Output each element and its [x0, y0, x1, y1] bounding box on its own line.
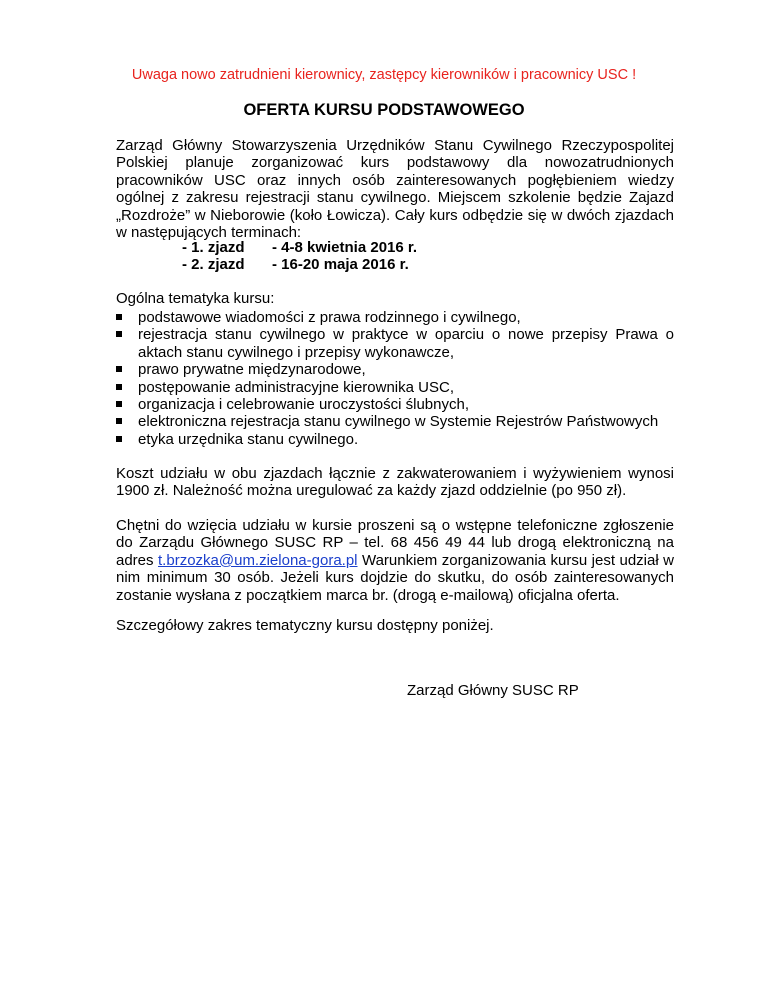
topics-list: [116, 309, 674, 448]
date-value: - 4-8 kwietnia 2016 r.: [272, 239, 418, 256]
intro-paragraph: [116, 137, 674, 241]
email-link[interactable]: t.brzozka@um.zielona-gora.pl: [158, 551, 358, 569]
notice-line: Uwaga nowo zatrudnieni kierownicy, zastępcy kierowników i pracownicy USC !: [131, 67, 637, 83]
cost-text: Koszt udziału w obu zjazdach łącznie z zakwaterowaniem i wyżywieniem wynosi 1900 zł. Należność można uregulować za każdy zjazd oddzielnie (po 950 zł).: [116, 465, 674, 500]
date-value: - 16-20 maja 2016 r.: [272, 256, 409, 274]
contact-text-before: Chętni do wzięcia udziału w kursie proszeni są o wstępne telefoniczne zgłoszenie do Zarządu Głównego SUSC RP – tel. 68 456 49 44 lub drogą elektroniczną na adres: [116, 517, 674, 569]
topics-heading: Ogólna tematyka kursu:: [116, 290, 275, 307]
list-item: organizacja i celebrowanie uroczystości ślubnych,: [116, 396, 674, 413]
details-paragraph: Szczegółowy zakres tematyczny kursu dostępny poniżej.: [116, 617, 494, 634]
intro-text: Zarząd Główny Stowarzyszenia Urzędników Stanu Cywilnego Rzeczypospolitej Polskiej planuje zorganizować kurs podstawowy dla nowozatrudnionych pracowników USC oraz innych osób zainteresowanych pogłębieniem wiedzy ogólnej z zakresu rejestracji stanu cywilnego. Miejscem szkolenie będzie Zajazd „Rozdroże” w Nieborowie (koło Łowicza). Cały kurs odbędzie się w dwóch zjazdach w następujących terminach:: [116, 137, 674, 242]
date-label: - 1. zjazd: [182, 239, 245, 256]
list-item: rejestracja stanu cywilnego w praktyce w oparciu o nowe przepisy Prawa o aktach stanu cywilnego i przepisy wykonawcze,: [116, 326, 674, 361]
list-item: etyka urzędnika stanu cywilnego.: [116, 431, 674, 448]
document-title: OFERTA KURSU PODSTAWOWEGO: [243, 101, 525, 119]
date-row: [182, 239, 417, 256]
list-item: postępowanie administracyjne kierownika USC,: [116, 379, 674, 396]
dates-table: [182, 239, 417, 274]
contact-text: [116, 517, 674, 604]
cost-paragraph: [116, 465, 674, 500]
date-label: - 2. zjazd: [182, 256, 245, 274]
list-item: prawo prywatne międzynarodowe,: [116, 361, 674, 378]
list-item: elektroniczna rejestracja stanu cywilnego w Systemie Rejestrów Państwowych: [116, 413, 674, 430]
contact-paragraph: [116, 517, 674, 604]
contact-text-after: Warunkiem zorganizowania kursu jest udział w nim minimum 30 osób. Jeżeli kurs dojdzie do skutku, do osób zainteresowanych zostanie wysłana z początkiem marca br. (drogą e-mailową) oficjalna oferta.: [116, 551, 674, 604]
signature: Zarząd Główny SUSC RP: [407, 682, 579, 699]
date-row: [182, 256, 417, 273]
list-item: podstawowe wiadomości z prawa rodzinnego i cywilnego,: [116, 309, 674, 326]
